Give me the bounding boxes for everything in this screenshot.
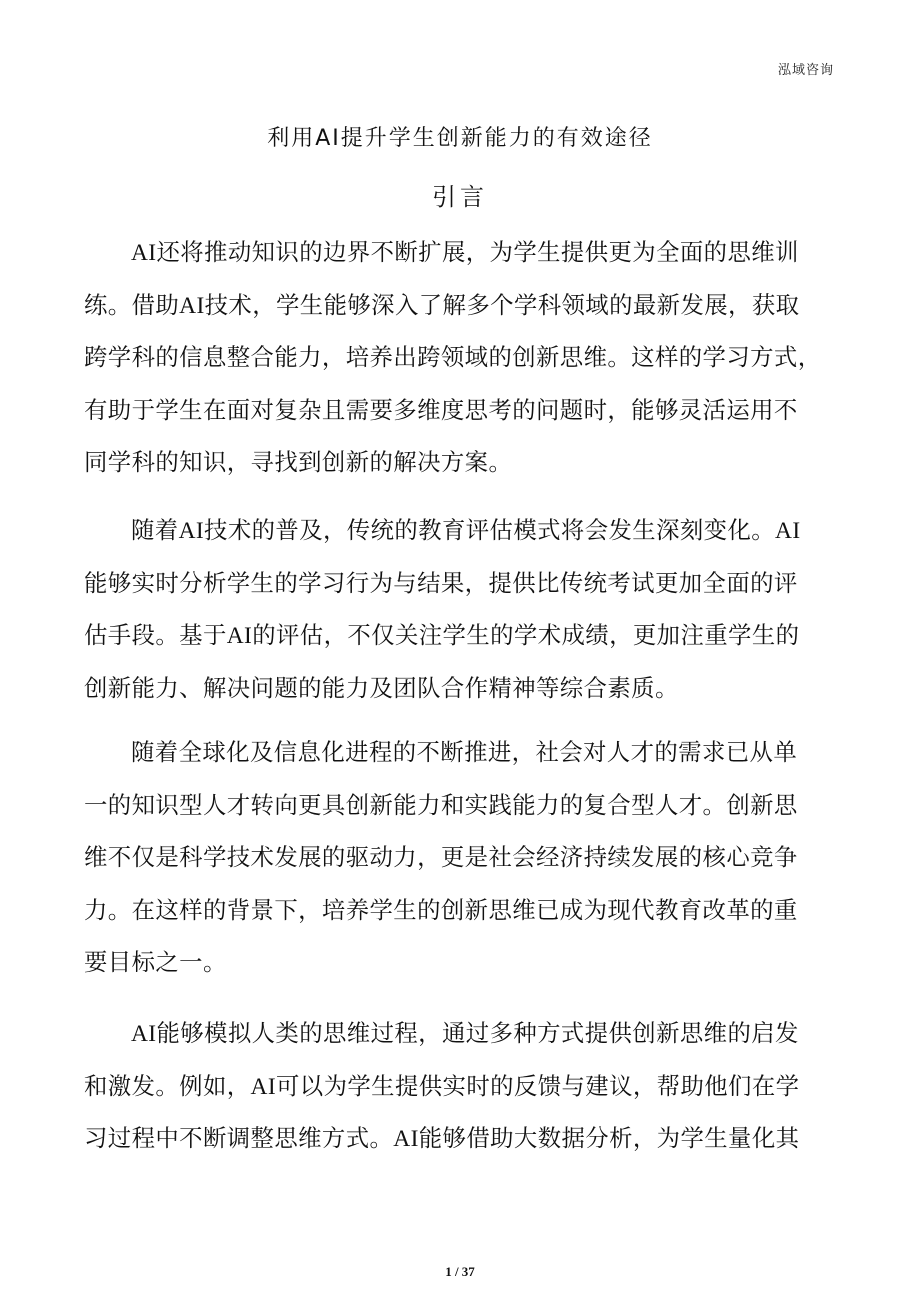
paragraph-line: 同学科的知识，寻找到创新的解决方案。 xyxy=(84,450,513,476)
paragraph-1 xyxy=(84,227,844,490)
paragraph-2 xyxy=(84,505,844,715)
paragraph-line: 习过程中不断调整思维方式。AI能够借助大数据分析，为学生量化其 xyxy=(84,1126,800,1152)
paragraph-line: 维不仅是科学技术发展的驱动力，更是社会经济持续发展的核心竞争 xyxy=(84,845,798,871)
paragraph-4 xyxy=(84,1008,844,1166)
paragraph-line: AI还将推动知识的边界不断扩展，为学生提供更为全面的思维训 xyxy=(131,240,799,266)
header-brand: 泓域咨询 xyxy=(778,63,835,78)
paragraph-line: 估手段。基于AI的评估，不仅关注学生的学术成绩，更加注重学生的 xyxy=(84,623,800,649)
page-indicator: 1 / 37 xyxy=(445,1264,475,1279)
paragraph-line: 练。借助AI技术，学生能够深入了解多个学科领域的最新发展，获取 xyxy=(84,292,800,319)
paragraph-line: 随着AI技术的普及，传统的教育评估模式将会发生深刻变化。AI xyxy=(131,518,801,544)
paragraph-3 xyxy=(84,727,844,990)
paragraph-line: AI能够模拟人类的思维过程，通过多种方式提供创新思维的启发 xyxy=(131,1021,799,1047)
paragraph-line: 要目标之一。 xyxy=(84,950,227,976)
paragraph-line: 跨学科的信息整合能力，培养出跨领域的创新思维。这样的学习方式， xyxy=(84,345,822,371)
paragraph-line: 有助于学生在面对复杂且需要多维度思考的问题时，能够灵活运用不 xyxy=(84,397,798,424)
paragraph-line: 能够实时分析学生的学习行为与结果，提供比传统考试更加全面的评 xyxy=(84,570,798,597)
document-title: 利用AI提升学生创新能力的有效途径 xyxy=(267,126,653,151)
section-title: 引言 xyxy=(432,183,488,211)
paragraph-line: 和激发。例如，AI可以为学生提供实时的反馈与建议，帮助他们在学 xyxy=(84,1073,800,1100)
paragraph-line: 创新能力、解决问题的能力及团队合作精神等综合素质。 xyxy=(84,675,679,702)
paragraph-line: 一的知识型人才转向更具创新能力和实践能力的复合型人才。创新思 xyxy=(84,792,798,819)
paragraph-line: 力。在这样的背景下，培养学生的创新思维已成为现代教育改革的重 xyxy=(84,897,798,924)
paragraph-line: 随着全球化及信息化进程的不断推进，社会对人才的需求已从单 xyxy=(131,740,798,766)
